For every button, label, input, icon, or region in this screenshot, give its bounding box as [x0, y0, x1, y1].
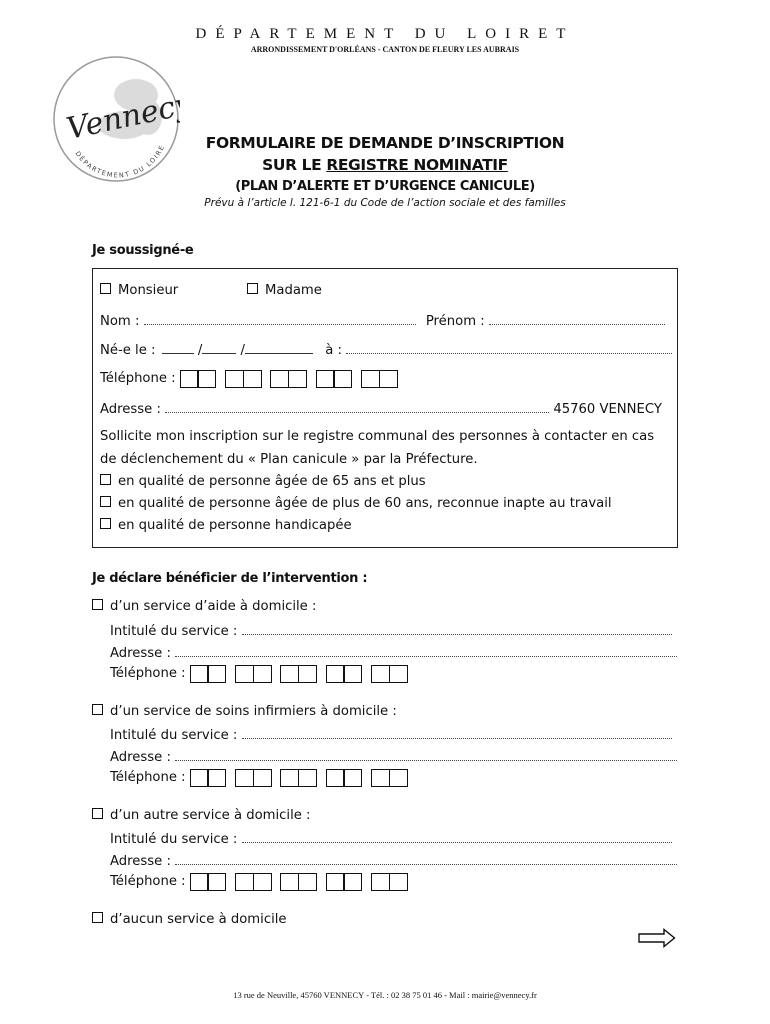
phone-pair[interactable]	[327, 873, 362, 891]
logo-ring-text: DÉPARTEMENT DU LOIRE	[73, 143, 167, 180]
checkbox-icon[interactable]	[92, 599, 103, 610]
checkbox-icon[interactable]	[92, 912, 103, 923]
aucun-service-option[interactable]: d’aucun service à domicile	[92, 912, 287, 928]
arrondissement-line: ARRONDISSEMENT D'ORLÉANS - CANTON DE FLEURY LES AUBRAIS	[250, 45, 520, 54]
phone-pair[interactable]	[282, 665, 317, 683]
adresse-field[interactable]	[175, 644, 677, 657]
nom-label: Nom :	[100, 314, 140, 329]
service-soins-telephone: Téléphone :	[110, 769, 417, 787]
phone-pair[interactable]	[372, 769, 407, 787]
telephone-label: Téléphone :	[100, 371, 176, 386]
phone-pair[interactable]	[191, 769, 226, 787]
phone-pair[interactable]	[282, 873, 317, 891]
service-soins-adresse: Adresse :	[110, 748, 677, 766]
intitule-field[interactable]	[242, 622, 672, 635]
phone-pair[interactable]	[236, 769, 271, 787]
birthplace-field[interactable]	[346, 341, 672, 354]
option-60-inapte[interactable]: en qualité de personne âgée de plus de 60 ans, reconnue inapte au travail	[100, 496, 612, 512]
birth-row	[100, 341, 672, 359]
intervention-heading: Je déclare bénéficier de l’intervention :	[92, 571, 368, 586]
footer-contact: 13 rue de Neuville, 45760 VENNECY - Tél. : 02 38 75 01 46 - Mail : mairie@vennecy.fr	[233, 990, 537, 1000]
checkbox-icon[interactable]	[100, 474, 111, 485]
address-row	[100, 400, 662, 418]
department-title: DÉPARTEMENT DU LOIRET	[195, 26, 575, 42]
madame-checkbox[interactable]	[247, 283, 258, 294]
phone-pair[interactable]	[372, 665, 407, 683]
adresse-field[interactable]	[175, 852, 677, 865]
service-autre-adresse: Adresse :	[110, 852, 677, 870]
prenom-label: Prénom :	[425, 314, 485, 329]
intitule-field[interactable]	[242, 726, 672, 739]
phone-pair[interactable]	[317, 370, 352, 388]
right-arrow-icon	[638, 928, 676, 952]
service-soins-intitule: Intitulé du service :	[110, 726, 672, 744]
phone-pair[interactable]	[272, 370, 307, 388]
service-autre-intitule: Intitulé du service :	[110, 830, 672, 848]
phone-pair[interactable]	[327, 769, 362, 787]
phone-pair[interactable]	[226, 370, 261, 388]
name-row	[100, 312, 665, 330]
civility-row	[100, 283, 178, 299]
soussigne-heading: Je soussigné-e	[92, 243, 194, 258]
date-separator: /	[197, 343, 203, 358]
form-title-line3: (PLAN D’ALERTE ET D’URGENCE CANICULE)	[235, 179, 535, 194]
birth-day-field[interactable]	[162, 341, 194, 354]
service-aide-option[interactable]: d’un service d’aide à domicile :	[92, 599, 316, 615]
adresse-label: Adresse :	[100, 402, 161, 417]
service-aide-adresse: Adresse :	[110, 644, 677, 662]
intitule-field[interactable]	[242, 830, 672, 843]
phone-pair[interactable]	[191, 873, 226, 891]
checkbox-icon[interactable]	[100, 496, 111, 507]
service-autre-option[interactable]: d’un autre service à domicile :	[92, 808, 311, 824]
prenom-field[interactable]	[489, 312, 665, 325]
service-aide-telephone: Téléphone :	[110, 665, 417, 683]
checkbox-icon[interactable]	[92, 808, 103, 819]
sollicite-text-2: de déclenchement du « Plan canicule » par la Préfecture.	[100, 452, 478, 467]
phone-pair[interactable]	[236, 873, 271, 891]
phone-row	[100, 370, 407, 388]
logo-wordmark: Vennecy	[63, 86, 180, 148]
sollicite-text-1: Sollicite mon inscription sur le registre communal des personnes à contacter en cas	[100, 429, 655, 444]
city-label: 45760 VENNECY	[553, 402, 662, 417]
ne-label: Né-e le :	[100, 343, 156, 358]
option-65-plus[interactable]: en qualité de personne âgée de 65 ans et plus	[100, 474, 426, 490]
service-aide-intitule: Intitulé du service :	[110, 622, 672, 640]
phone-pair[interactable]	[362, 370, 397, 388]
monsieur-checkbox[interactable]	[100, 283, 111, 294]
phone-pair[interactable]	[191, 665, 226, 683]
birth-year-field[interactable]	[245, 341, 313, 354]
adresse-field[interactable]	[165, 400, 549, 413]
legal-reference: Prévu à l’article l. 121-6-1 du Code de l’action sociale et des familles	[204, 197, 566, 209]
form-title-line1: FORMULAIRE DE DEMANDE D’INSCRIPTION	[205, 134, 565, 152]
phone-pair[interactable]	[372, 873, 407, 891]
monsieur-label: Monsieur	[118, 283, 179, 298]
nom-field[interactable]	[144, 312, 416, 325]
date-separator: /	[240, 343, 245, 358]
adresse-field[interactable]	[175, 748, 677, 761]
phone-pair[interactable]	[327, 665, 362, 683]
service-autre-telephone: Téléphone :	[110, 873, 417, 891]
checkbox-icon[interactable]	[100, 518, 111, 529]
birthplace-label: à :	[325, 343, 342, 358]
service-soins-option[interactable]: d’un service de soins infirmiers à domicile :	[92, 704, 397, 720]
phone-pair[interactable]	[282, 769, 317, 787]
madame-label: Madame	[265, 283, 322, 298]
phone-pair[interactable]	[236, 665, 271, 683]
civility-row-madame	[247, 283, 322, 299]
form-title-line2: SUR LE REGISTRE NOMINATIF	[262, 156, 508, 174]
checkbox-icon[interactable]	[92, 704, 103, 715]
option-handicap[interactable]: en qualité de personne handicapée	[100, 518, 352, 534]
phone-pair[interactable]	[181, 370, 216, 388]
birth-month-field[interactable]	[202, 341, 236, 354]
